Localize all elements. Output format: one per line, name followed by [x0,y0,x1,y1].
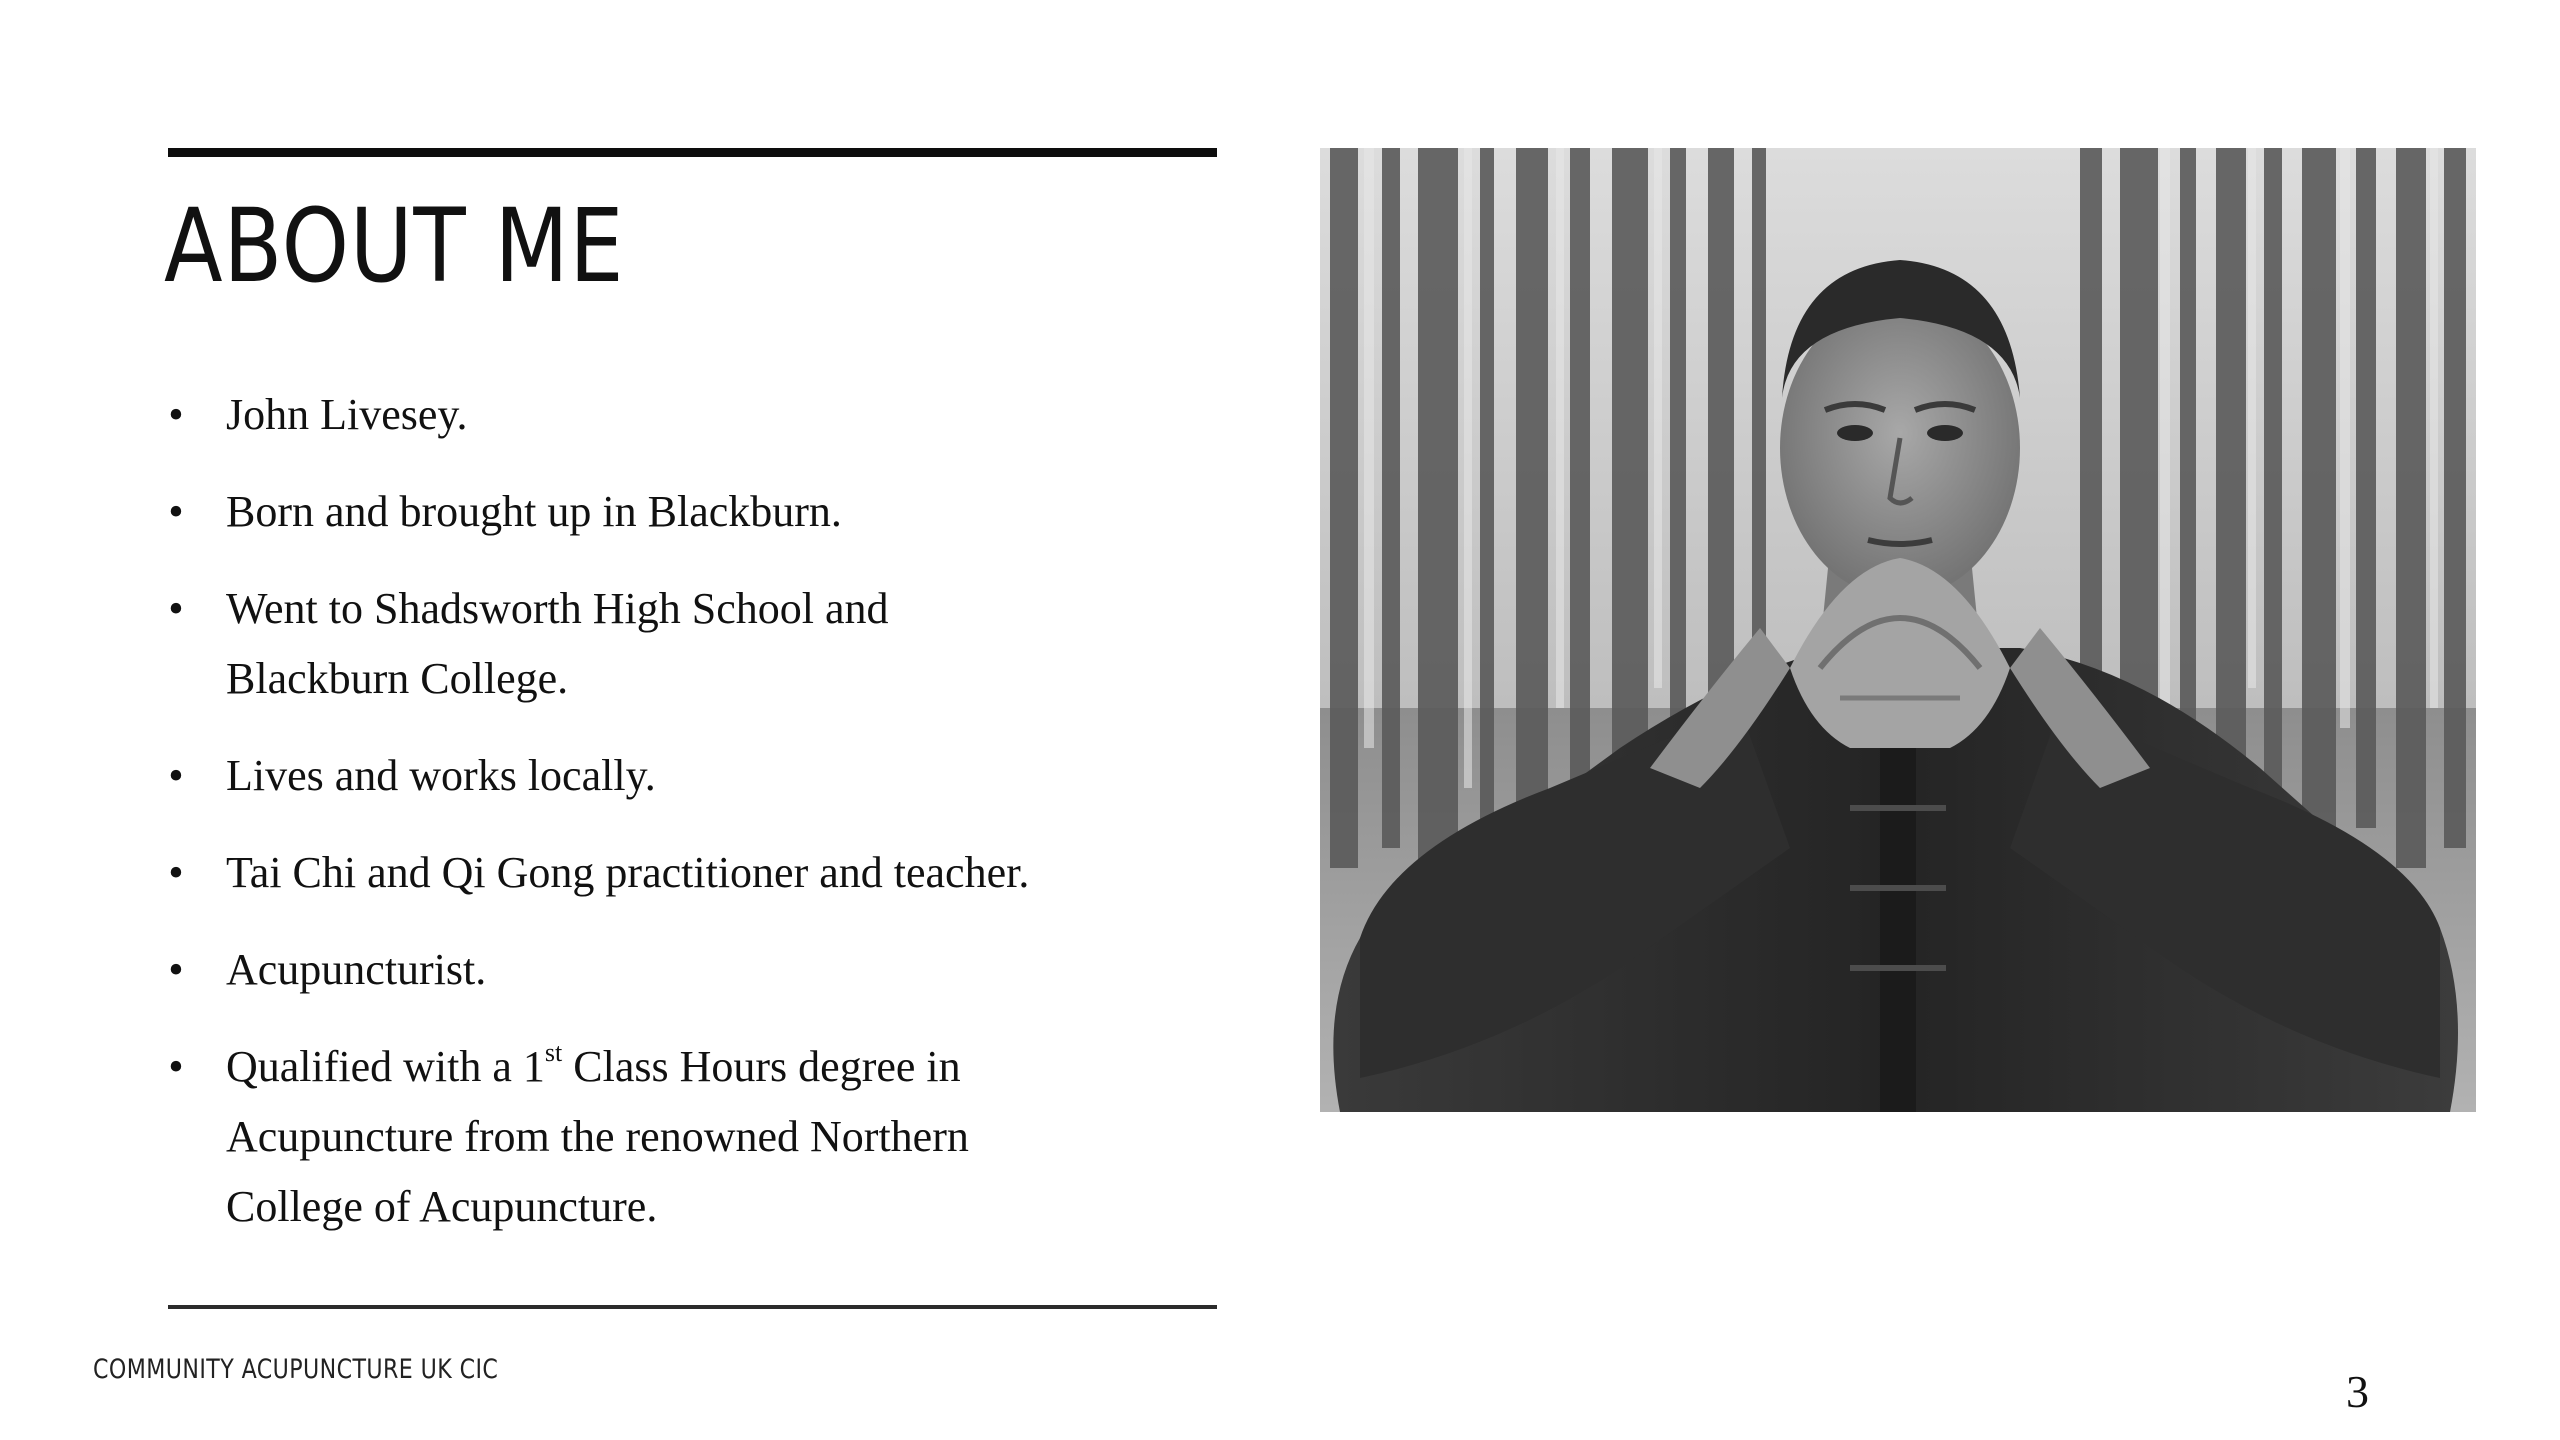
bullet-dot: • [168,848,184,897]
title-top-rule [168,148,1217,157]
page-number: 3 [2346,1366,2369,1417]
bullet-text-line: Blackburn College. [226,654,569,703]
bullet-text-line: Went to Shadsworth High School and [226,584,889,633]
bullet-dot: • [168,945,184,994]
bullet-item [164,574,1224,714]
bullet-item [164,838,1224,908]
slide-title: ABOUT ME [164,187,625,306]
bullet-item [164,1032,1224,1242]
bullet-text: Acupuncturist. [226,945,487,994]
bullet-list [164,380,1224,1269]
bullet-text: John Livesey. [226,390,468,439]
bullet-dot: • [168,487,184,536]
bullet-text-suffix: Class Hours degree in [562,1042,961,1091]
bullet-item [164,741,1224,811]
bullet-dot: • [168,584,184,633]
ordinal-superscript: st [544,1038,563,1068]
bullet-dot: • [168,1042,184,1091]
bullet-text-line: College of Acupuncture. [226,1182,658,1231]
bullet-text-prefix: Qualified with a 1 [226,1042,545,1091]
footer-organization: COMMUNITY ACUPUNCTURE UK CIC [93,1354,499,1385]
bullet-text: Tai Chi and Qi Gong practitioner and teacher. [226,848,1030,897]
portrait-photo-illustration [1320,148,2476,1112]
bullet-dot: • [168,751,184,800]
portrait-photo [1320,148,2476,1112]
bullet-text: Born and brought up in Blackburn. [226,487,842,536]
bullet-dot: • [168,390,184,439]
bullet-text: Lives and works locally. [226,751,656,800]
bullet-item [164,935,1224,1005]
bullet-item [164,477,1224,547]
bullet-text-line: Acupuncture from the renowned Northern [226,1112,969,1161]
bullet-item [164,380,1224,450]
content-bottom-rule [168,1305,1217,1309]
